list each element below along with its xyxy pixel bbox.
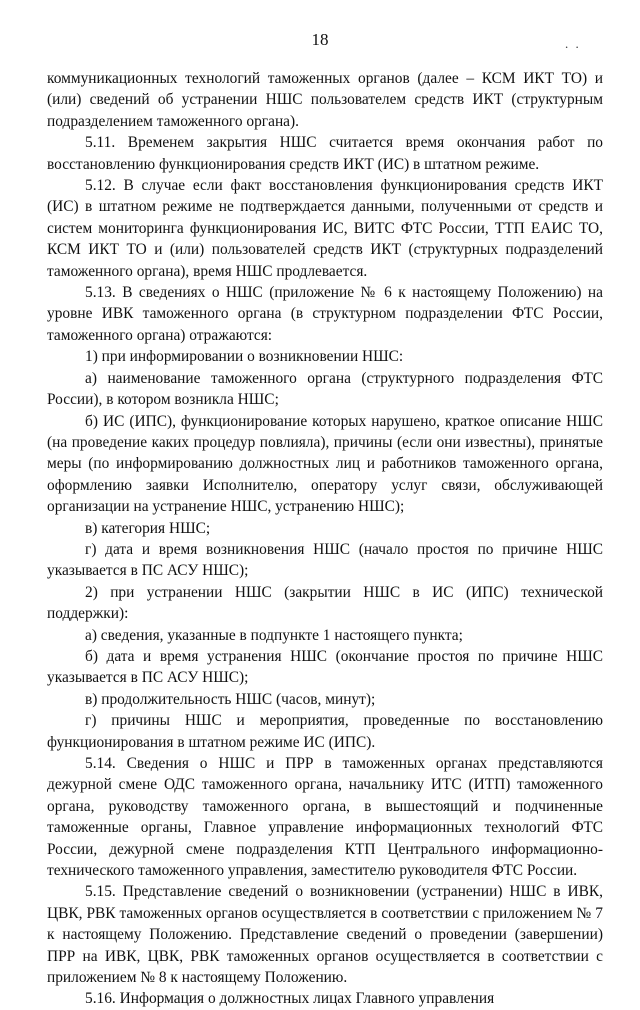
paragraph-5-13-item-2: 2) при устранении НШС (закрытии НШС в ИС (ИПС) технической поддержки):: [47, 583, 603, 623]
paragraph-5-11: 5.11. Временем закрытия НШС считается время окончания работ по восстановлению функционирования средств ИКТ (ИС) в штатном режиме.: [47, 134, 603, 173]
paragraph-5-13-item-1g: г) дата и время возникновения НШС (начало простоя по причине НШС указывается в ПС АСУ НШС);: [47, 540, 603, 580]
paragraph-5-13-item-1a: а) наименование таможенного органа (структурного подразделения ФТС России), в котором возникла НШС;: [47, 369, 603, 409]
paragraph-5-13-item-2a: а) сведения, указанные в подпункте 1 настоящего пункта;: [85, 626, 463, 644]
paragraph-5-14: 5.14. Сведения о НШС и ПРР в таможенных органах представляются дежурной смене ОДС таможенного органа, начальнику ИТС (ИТП) таможенного органа, руководству таможенного органа, в вышестоящий и подчиненные таможенные органы, Главное управление информационных технологий ФТС России, дежурной смене подразделения КТП Центрального информационно-технического таможенного управления, заместителю руководителя ФТС России.: [47, 755, 603, 880]
paragraph-5-15: 5.15. Представление сведений о возникновении (устранении) НШС в ИВК, ЦВК, РВК таможенных органов осуществляется в соответствии с приложением № 7 к настоящему Положению. Представление сведений о проведении (завершении) ПРР на ИВК, ЦВК, РВК таможенных органов осуществляется в соответствии с приложением № 8 к настоящему Положению.: [47, 883, 603, 987]
paragraph-5-13-item-1: 1) при информировании о возникновении НШС:: [85, 348, 404, 366]
corner-mark: . .: [565, 36, 581, 51]
paragraph-5-13-item-1v: в) категория НШС;: [85, 519, 211, 537]
paragraph-continuation: коммуникационных технологий таможенных органов (далее – КСМ ИКТ ТО) и (или) сведений об устранении НШС пользователем средств ИКТ (структурным подразделением таможенного органа).: [47, 70, 603, 130]
paragraph-5-16: 5.16. Информация о должностных лицах Главного управления: [85, 990, 495, 1008]
paragraph-5-12: 5.12. В случае если факт восстановления функционирования средств ИКТ (ИС) в штатном режиме не подтверждается данными, полученными от средств и систем мониторинга функционирования ИС, ВИТС ФТС России, ТТП ЕАИС ТО, КСМ ИКТ ТО и (или) пользователей средств ИКТ (структурных подразделений таможенного органа), время НШС продлевается.: [47, 177, 603, 280]
paragraph-5-13-item-2g: г) причины НШС и мероприятия, проведенные по восстановлению функционирования в штатном режиме ИС (ИПС).: [47, 712, 603, 751]
paragraph-5-13-item-1b: б) ИС (ИПС), функционирование которых нарушено, краткое описание НШС (на проведение каких процедур повлияла), причины (если они известны), принятые меры (по информированию должностных лиц и работников таможенного органа, оформлению заявки Исполнителю, оператору услуг связи, обслуживающей организации на устранение НШС, устранению НШС);: [47, 412, 603, 516]
paragraph-5-13: 5.13. В сведениях о НШС (приложение № 6 к настоящему Положению) на уровне ИВК таможенного органа (в структурном подразделении ФТС России, таможенного органа) отражаются:: [47, 284, 603, 344]
document-body: [47, 68, 603, 1010]
page-number: 18: [311, 30, 329, 49]
paragraph-5-13-item-2b: б) дата и время устранения НШС (окончание простоя по причине НШС указывается в ПС АСУ НШС);: [47, 647, 603, 687]
paragraph-5-13-item-2v: в) продолжительность НШС (часов, минут);: [85, 690, 376, 708]
